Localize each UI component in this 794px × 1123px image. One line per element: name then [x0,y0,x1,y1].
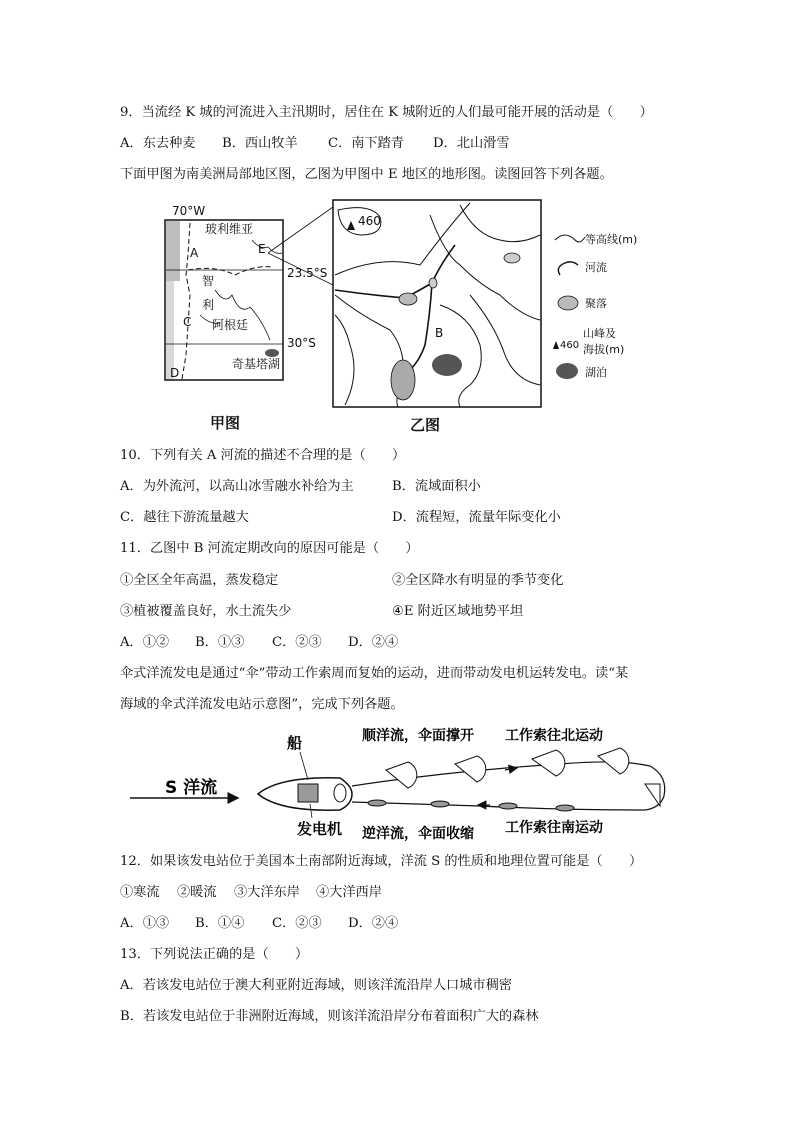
legend-peak-1: 山峰及 [583,327,616,340]
label-d: D [170,366,180,380]
q10-option-c: C．越往下游流量越大 [120,510,249,525]
q12-item-2: ②暖流 [177,885,217,900]
map-jia [165,204,333,380]
label-north: 工作索往北运动 [505,728,603,744]
q11-stem: 11．乙图中 B 河流定期改向的原因可能是（ ） [120,541,419,556]
label-bolivia: 玻利维亚 [205,222,254,236]
label-70w: 70°W [172,204,206,218]
label-argentina: 阿根廷 [212,318,249,332]
peak-legend-icon [553,341,559,349]
legend-contour: 等高线(m) [585,233,638,246]
settlement-icon [558,296,578,310]
q11-item-4: ④E 附近区域地势平坦 [392,604,524,619]
q12-option-a: A．①③ [120,916,170,931]
contour-icon [555,235,585,242]
legend-river: 河流 [585,261,607,274]
generator-label: 发电机 [297,820,343,838]
label-lake: 奇基塔湖 [232,357,281,371]
lake-chiquita [265,349,279,357]
q9-option-a: A．东去种麦 [120,136,196,151]
label-lat-23: 23.5°S [287,266,328,280]
peak-value: 460 [358,214,381,228]
label-lat-30: 30°S [287,336,316,350]
caption-jia: 甲图 [210,414,241,432]
q13-option-a: A．若该发电站位于澳大利亚附近海域，则该洋流沿岸人口城市稠密 [120,978,512,993]
q9-option-c: C．南下踏青 [328,136,405,151]
lake-icon [556,363,578,379]
generator-icon [298,784,318,802]
lake-b [432,354,462,376]
legend-peak-value: 460 [560,340,580,351]
q9-stem: 9．当流经 K 城的河流进入主汛期时，居住在 K 城附近的人们最可能开展的活动是（ ） [120,105,653,120]
current-diagram [0,726,794,844]
q12-option-c: C．②③ [272,916,322,931]
ship-label: 船 [287,734,303,752]
label-li: 利 [202,298,215,312]
border-line [182,223,190,379]
label-e: E [258,242,266,256]
legend-settlement: 聚落 [585,297,607,310]
q12-item-1: ①寒流 [120,885,160,900]
peak-icon [347,221,355,230]
umbrella-turn [645,784,660,806]
river-icon [558,262,578,275]
q12-item-3: ③大洋东岸 [234,885,300,900]
q13-stem: 13．下列说法正确的是（ ） [120,947,309,962]
q11-item-2: ②全区降水有明显的季节变化 [392,573,564,588]
intro-map: 下面甲图为南美洲局部地区图，乙图为甲图中 E 地区的地形图。读图回答下列各题。 [120,167,613,182]
q11-item-1: ①全区全年高温，蒸发稳定 [120,573,279,588]
ocean-strip [166,221,180,281]
settlement-1 [399,293,417,305]
q12-option-b: B．①④ [195,916,245,931]
q10-stem: 10．下列有关 A 河流的描述不合理的是（ ） [120,448,406,463]
map-yi [333,200,541,407]
q10-option-b: B．流域面积小 [392,479,481,494]
map-legend [553,232,637,379]
q11-option-b: B．①③ [195,635,245,650]
label-c: C [183,315,192,329]
q13-option-b: B．若该发电站位于非洲附近海域，则该洋流沿岸分布着面积广大的森林 [120,1009,539,1024]
label-south: 工作索往南运动 [505,820,603,836]
q11-item-3: ③植被覆盖良好，水土流失少 [120,604,292,619]
legend-peak-2: 海拔(m) [583,343,625,356]
q9-option-b: B．西山牧羊 [222,136,298,151]
q11-option-d: D．②④ [348,635,399,650]
intro-current-1: 伞式洋流发电是通过“伞”带动工作索周而复始的运动，进而带动发电机运转发电。读“某 [120,666,629,681]
current-label: S 洋流 [165,778,218,798]
label-b: B [435,326,444,340]
label-zhi: 智 [202,274,215,288]
settlement-4 [391,360,415,400]
label-close: 逆洋流，伞面收缩 [362,826,474,842]
label-a: A [190,246,199,260]
legend-lake: 湖泊 [585,366,607,379]
q10-option-d: D．流程短，流量年际变化小 [392,510,561,525]
q12-stem: 12．如果该发电站位于美国本土南部附近海域，洋流 S 的性质和地理位置可能是（ ） [120,854,643,869]
label-open: 顺洋流，伞面撑开 [362,728,474,744]
q10-option-a: A．为外流河，以高山冰雪融水补给为主 [120,479,354,494]
settlement-3 [504,253,520,263]
q11-option-a: A．①② [120,635,170,650]
intro-current-2: 海域的伞式洋流发电站示意图”，完成下列各题。 [120,697,404,712]
settlement-2 [429,278,437,288]
caption-yi: 乙图 [410,416,441,434]
q12-item-4: ④大洋西岸 [316,885,382,900]
q12-option-d: D．②④ [348,916,399,931]
q9-option-d: D．北山滑雪 [433,136,510,151]
q11-option-c: C．②③ [272,635,322,650]
map-figure [0,195,794,445]
